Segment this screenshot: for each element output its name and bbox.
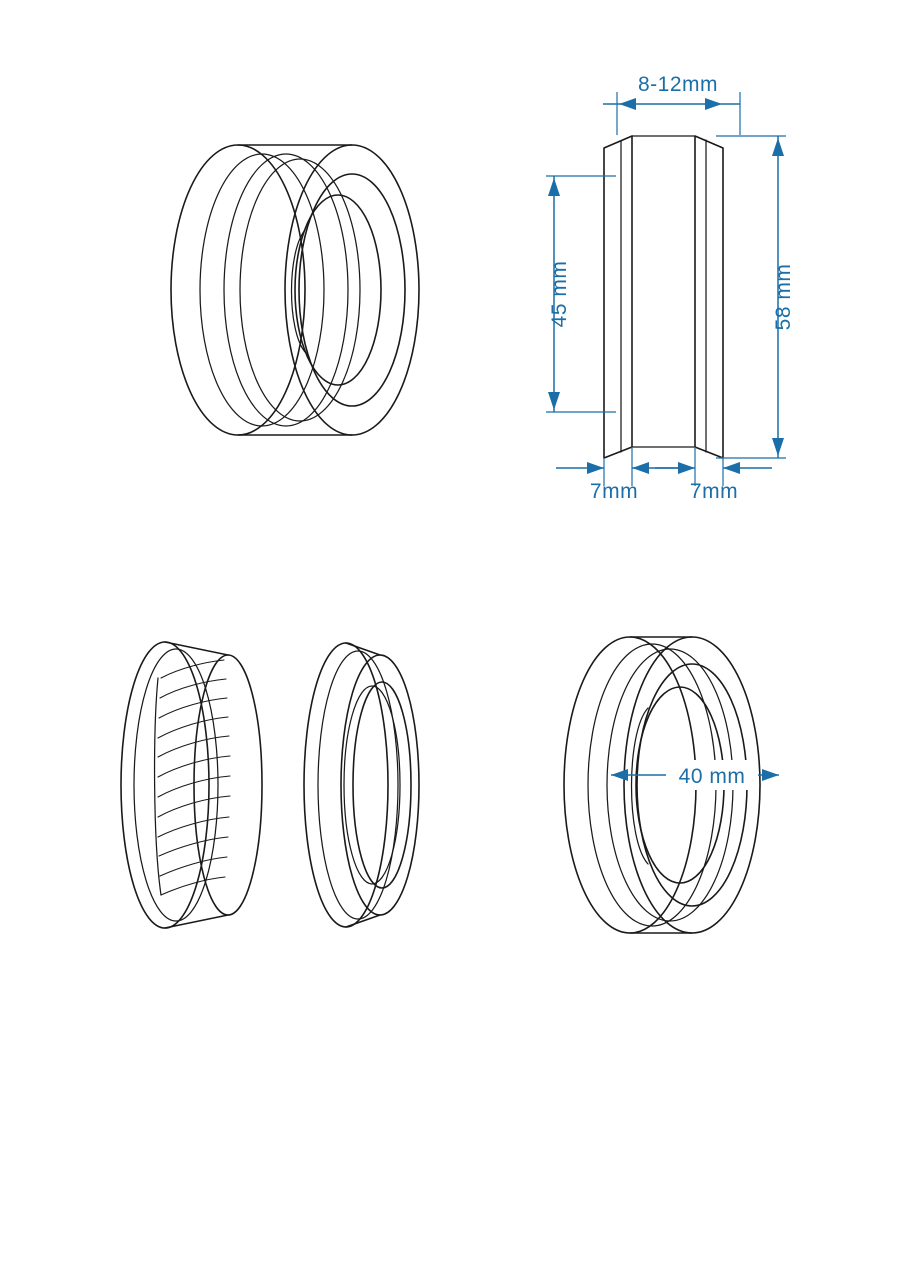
dim-gap-width bbox=[603, 73, 740, 135]
dim-bore-diameter-label: 40 mm bbox=[678, 765, 746, 788]
dim-right-flange-thickness bbox=[655, 447, 772, 503]
dim-outer-height-label: 58 mm bbox=[772, 263, 795, 331]
dim-right-flange-thickness-label: 7mm bbox=[689, 480, 739, 503]
dim-left-flange-thickness-label: 7mm bbox=[589, 480, 639, 503]
dim-gap-width-label: 8-12mm bbox=[637, 73, 719, 96]
dim-left-flange-thickness bbox=[556, 447, 686, 503]
dim-outer-height bbox=[716, 136, 795, 458]
dim-inner-height-label: 45 mm bbox=[548, 260, 571, 328]
dim-inner-height bbox=[546, 176, 616, 412]
dim-bore-diameter bbox=[611, 760, 779, 790]
